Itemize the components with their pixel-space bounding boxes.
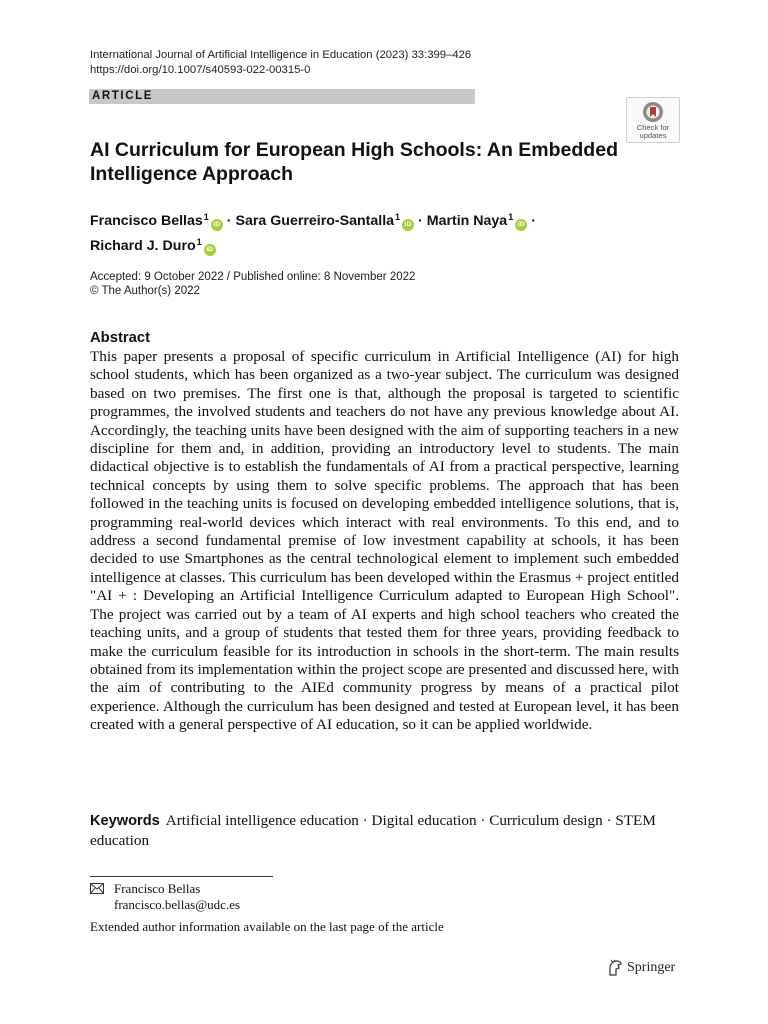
publisher-logo[interactable] [606, 959, 675, 979]
journal-citation: International Journal of Artificial Intelligence in Education (2023) 33:399–426 [90, 49, 472, 61]
author[interactable] [427, 213, 527, 229]
author-separator: · [531, 213, 536, 229]
author-name: Martin Naya [426, 213, 508, 229]
publisher-name: Springer [627, 960, 676, 976]
article-type-bar [89, 89, 475, 104]
check-for-updates-badge[interactable] [626, 97, 680, 143]
publication-dates: Accepted: 9 October 2022 / Published online: 8 November 2022 [90, 271, 416, 283]
author-name: Sara Guerreiro-Santalla [235, 213, 395, 229]
author-name: Francisco Bellas [90, 213, 203, 229]
copyright-notice: © The Author(s) 2022 [90, 285, 200, 297]
orcid-icon[interactable]: iD [515, 219, 527, 231]
orcid-icon[interactable]: iD [211, 219, 223, 231]
author-affiliation: 1 [508, 212, 514, 222]
author-separator: · [418, 213, 423, 229]
check-badge-line2: updates [639, 131, 667, 140]
keywords-list: Artificial intelligence education · Digital education · Curriculum design · STEM education [90, 812, 656, 849]
author-separator: · [226, 213, 232, 229]
author-affiliation: 1 [395, 212, 401, 222]
author-affiliation: 1 [196, 237, 202, 247]
author-list [90, 207, 650, 257]
abstract-body: This paper presents a proposal of specific curriculum in Artificial Intelligence (AI) for high school students, which has been organized as a two-year subject. The curriculum was designed based on two premises. The first one is that, although the proposal is targeted to scientific programmes, the involved students and teachers do not have any previous knowledge about AI. Accordingly, the teaching units have been designed with the aim of supporting teachers in a new discipline for them and, in addition, providing an introductory level to students. The main didactical objective is to establish the fundamentals of AI from a practical perspective, learning technical concepts by using them to solve specific problems. The approach that has been followed in the teaching units is focused on developing embedded intelligence solutions, that is, programming real-world devices which interact with real environments. To this end, and to address a second fundamental premise of low investment capability at schools, it has been decided to use Smartphones as the central technological element to implement such embedded intelligence at classes. This curriculum has been developed within the Erasmus + project entitled "AI + : Developing an Artificial Intelligence Curriculum adapted to European High School". The project was carried out by a team of AI experts and high school teachers who created the teaching units, and a group of students that tested them for three years, providing feedback to make the curriculum feasible for its introduction in schools in the short-term. The main results obtained from its implementation within the project scope are presented and discussed here, with the aim of contributing to the AIEd community progress by means of a practical pilot experience. Although the curriculum has been designed and tested at European level, it has been created with a general perspective of AI education, so it can be applied worldwide. [90, 348, 679, 734]
springer-horse-icon [606, 959, 624, 977]
author[interactable] [236, 213, 415, 229]
footnote-divider [90, 876, 273, 877]
extended-author-info: Extended author information available on the last page of the article [90, 919, 444, 934]
article-type-label: ARTICLE [92, 90, 154, 102]
author-name: Richard J. Duro [90, 238, 196, 254]
envelope-icon [90, 883, 104, 894]
bookmark-circle-icon [642, 101, 664, 123]
corresponding-author-name: Francisco Bellas [114, 881, 201, 896]
keywords-label: Keywords [90, 813, 160, 829]
corresponding-author-email[interactable]: francisco.bellas@udc.es [114, 897, 241, 912]
abstract-heading: Abstract [90, 330, 151, 346]
author[interactable] [90, 213, 223, 229]
orcid-icon[interactable]: iD [204, 244, 216, 256]
author-affiliation: 1 [203, 212, 209, 222]
paper-title: AI Curriculum for European High Schools: An Embedded Intelligence Approach [90, 139, 618, 185]
orcid-icon[interactable]: iD [402, 219, 414, 231]
doi-link[interactable]: https://doi.org/10.1007/s40593-022-00315-0 [90, 64, 311, 76]
keywords-section [90, 811, 679, 850]
author[interactable] [90, 238, 216, 254]
check-badge-line1: Check for [636, 123, 670, 132]
